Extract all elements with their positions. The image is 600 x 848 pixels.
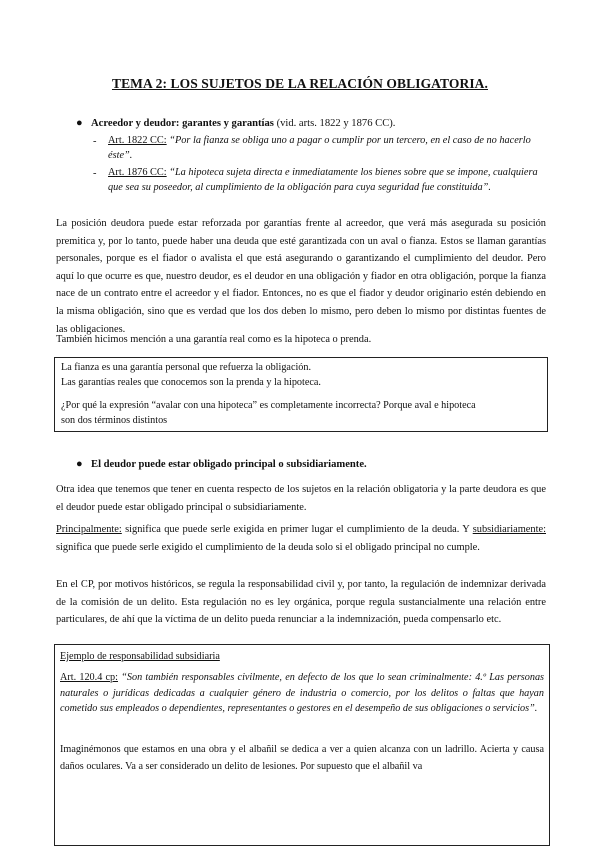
definition-principal: significa que puede serle exigida en primer lugar el cumplimiento de la deuda. Y xyxy=(121,524,473,535)
term-principal: Principalmente: xyxy=(56,524,122,535)
paragraph-guarantees: La posición deudora puede estar reforzada por garantías frente al acreedor, que verá más asegurada su posición premitica y, por lo tanto, puede haber una deuda que esté garantizada con un aval o fianza. Estos se llaman garantías personales, porque es el fiador o avalista el que está asegurando o garantizando el cumplimiento del deudor. Pero aquí lo que ocurre es que, nuestro deudor, es el deudor en una obligación y fiador en otra obligación, porque la fianza nace de un contrato entre el acreedor y el fiador. Entonces, no es que el fiador y deudor originario estén debiendo en la misma obligación, sino que es verdad que los dos deben lo mismo, pero deben lo mismo por distintas fuentes de las obligaciones. xyxy=(56,218,546,335)
section2-heading: El deudor puede estar obligado principal o subsidiariamente. xyxy=(91,459,367,470)
article-1876-item xyxy=(108,165,548,195)
article-ref: Art. 1876 CC: xyxy=(108,167,167,178)
section1-heading xyxy=(91,118,395,129)
paragraph-obligation-types: Otra idea que tenemos que tener en cuenta respecto de los sujetos en la relación obligatoria y la parte deudora es que el deudor puede estar obligado principal o subsidiariamente. xyxy=(56,484,546,513)
note-box xyxy=(54,357,548,432)
note-line: son dos términos distintos xyxy=(61,415,168,426)
dash-icon: - xyxy=(93,136,97,147)
bullet-icon: ● xyxy=(76,458,83,470)
article-1822-item xyxy=(108,133,548,163)
paragraph-real-guarantee: También hicimos mención a una garantía real como es la hipoteca o prenda. xyxy=(56,334,372,345)
note-line: La fianza es una garantía personal que refuerza la obligación. xyxy=(61,362,312,373)
definition-subsidiary: significa que puede serle exigido el cumplimiento de la deuda solo si el obligado principal no cumple. xyxy=(56,541,480,553)
article-quote: “La hipoteca sujeta directa e inmediatamente los bienes sobre que se impone, cualquiera que sea su poseedor, al cumplimiento de la obligación para cuya seguridad fue constituida”. xyxy=(108,167,538,194)
term-subsidiary: subsidiariamente: xyxy=(472,524,546,535)
article-ref: Art. 1822 CC: xyxy=(108,135,167,146)
article-ref: Art. 120.4 cp: xyxy=(60,672,118,683)
paragraph-definitions xyxy=(56,521,546,556)
section1-heading-text: Acreedor y deudor: garantes y garantías xyxy=(91,118,274,129)
example-text: Imaginémonos que estamos en una obra y el albañil se dedica a ver a quien alcanza con un ladrillo. Acierta y causa daños oculares. Va a ser considerado un delito de lesiones. Por supuesto que el albañil va xyxy=(60,744,544,772)
example-box xyxy=(54,644,550,846)
dash-icon: - xyxy=(93,168,97,179)
note-line: Las garantías reales que conocemos son la prenda y la hipoteca. xyxy=(61,377,321,388)
bullet-icon: ● xyxy=(76,117,83,129)
example-article xyxy=(60,670,544,717)
article-quote: “Por la fianza se obliga uno a pagar o cumplir por un tercero, en el caso de no hacerlo éste”. xyxy=(108,135,531,162)
section1-heading-suffix: (vid. arts. 1822 y 1876 CC). xyxy=(273,118,396,129)
note-line: ¿Por qué la expresión “avalar con una hipoteca” es completamente incorrecta? Porque aval e hipoteca xyxy=(61,400,476,411)
example-heading: Ejemplo de responsabilidad subsidiaria xyxy=(60,651,220,662)
article-quote: “Son también responsables civilmente, en defecto de los que lo sean criminalmente: 4.º Las personas naturales o jurídicas dedicadas a cualquier género de industria o comercio, por los delitos o faltas que hayan cometido sus empleados o dependientes, representantes o gestores en el desempeño de sus obligaciones o servicios”. xyxy=(60,672,545,715)
page-title: TEMA 2: LOS SUJETOS DE LA RELACIÓN OBLIGATORIA. xyxy=(111,76,489,91)
paragraph-cp-regulation: En el CP, por motivos históricos, se regula la responsabilidad civil y, por tanto, la regulación de indemnizar derivada de la comisión de un delito. Esta regulación no es ley orgánica, porque regula sustancialmente una relación entre particulares, de ahí que la víctima de un delito pueda renunciar a la indemnización, pueda compensarlo etc. xyxy=(56,579,546,626)
